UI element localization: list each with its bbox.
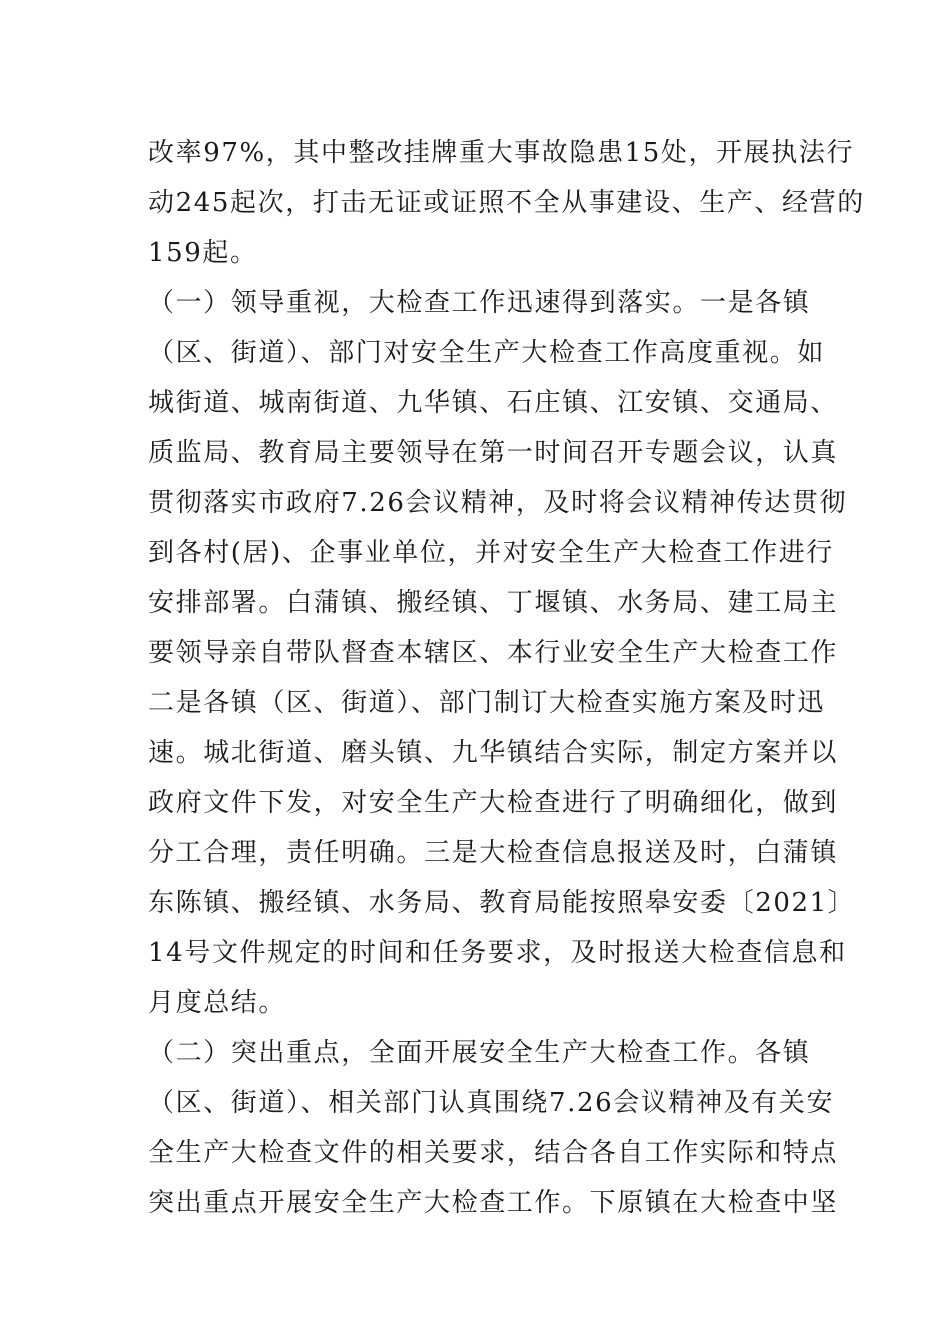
text-line: 城街道、城南街道、九华镇、石庄镇、江安镇、交通局、 [148,388,839,418]
text-line: 全生产大检查文件的相关要求，结合各自工作实际和特点 [148,1138,839,1168]
text-line: 贯彻落实市政府7.26会议精神，及时将会议精神传达贯彻 [148,488,848,518]
text-line: 政府文件下发，对安全生产大检查进行了明确细化，做到 [148,788,839,818]
text-line: 动245起次，打击无证或证照不全从事建设、生产、经营的 [148,188,865,218]
text-line: 二是各镇（区、街道）、部门制订大检查实施方案及时迅 [148,688,826,718]
text-line: 分工合理，责任明确。三是大检查信息报送及时，白蒲镇 [148,838,839,868]
section-heading-line: （一）领导重视，大检查工作迅速得到落实。一是各镇 [148,288,811,318]
section-heading-line: （二）突出重点，全面开展安全生产大检查工作。各镇 [148,1038,811,1068]
text-line: 159起。 [148,238,258,268]
text-line: 安排部署。白蒲镇、搬经镇、丁堰镇、水务局、建工局主 [148,588,839,618]
text-line: （区、街道）、相关部门认真围绕7.26会议精神及有关安 [148,1088,835,1118]
text-line: 速。城北街道、磨头镇、九华镇结合实际，制定方案并以 [148,738,839,768]
text-line: （区、街道）、部门对安全生产大检查工作高度重视。如 [148,338,826,368]
text-line: 要领导亲自带队督查本辖区、本行业安全生产大检查工作 [148,638,839,668]
text-line: 突出重点开展安全生产大检查工作。下原镇在大检查中坚 [148,1188,839,1218]
text-line: 质监局、教育局主要领导在第一时间召开专题会议，认真 [148,438,839,468]
text-line: 东陈镇、搬经镇、水务局、教育局能按照皋安委〔2021〕 [148,888,856,918]
text-line: 月度总结。 [148,988,287,1018]
text-line: 改率97%，其中整改挂牌重大事故隐患15处，开展执法行 [148,138,855,168]
text-line: 14号文件规定的时间和任务要求，及时报送大检查信息和 [148,938,847,968]
text-line: 到各村(居)、企事业单位，并对安全生产大检查工作进行 [148,538,834,568]
